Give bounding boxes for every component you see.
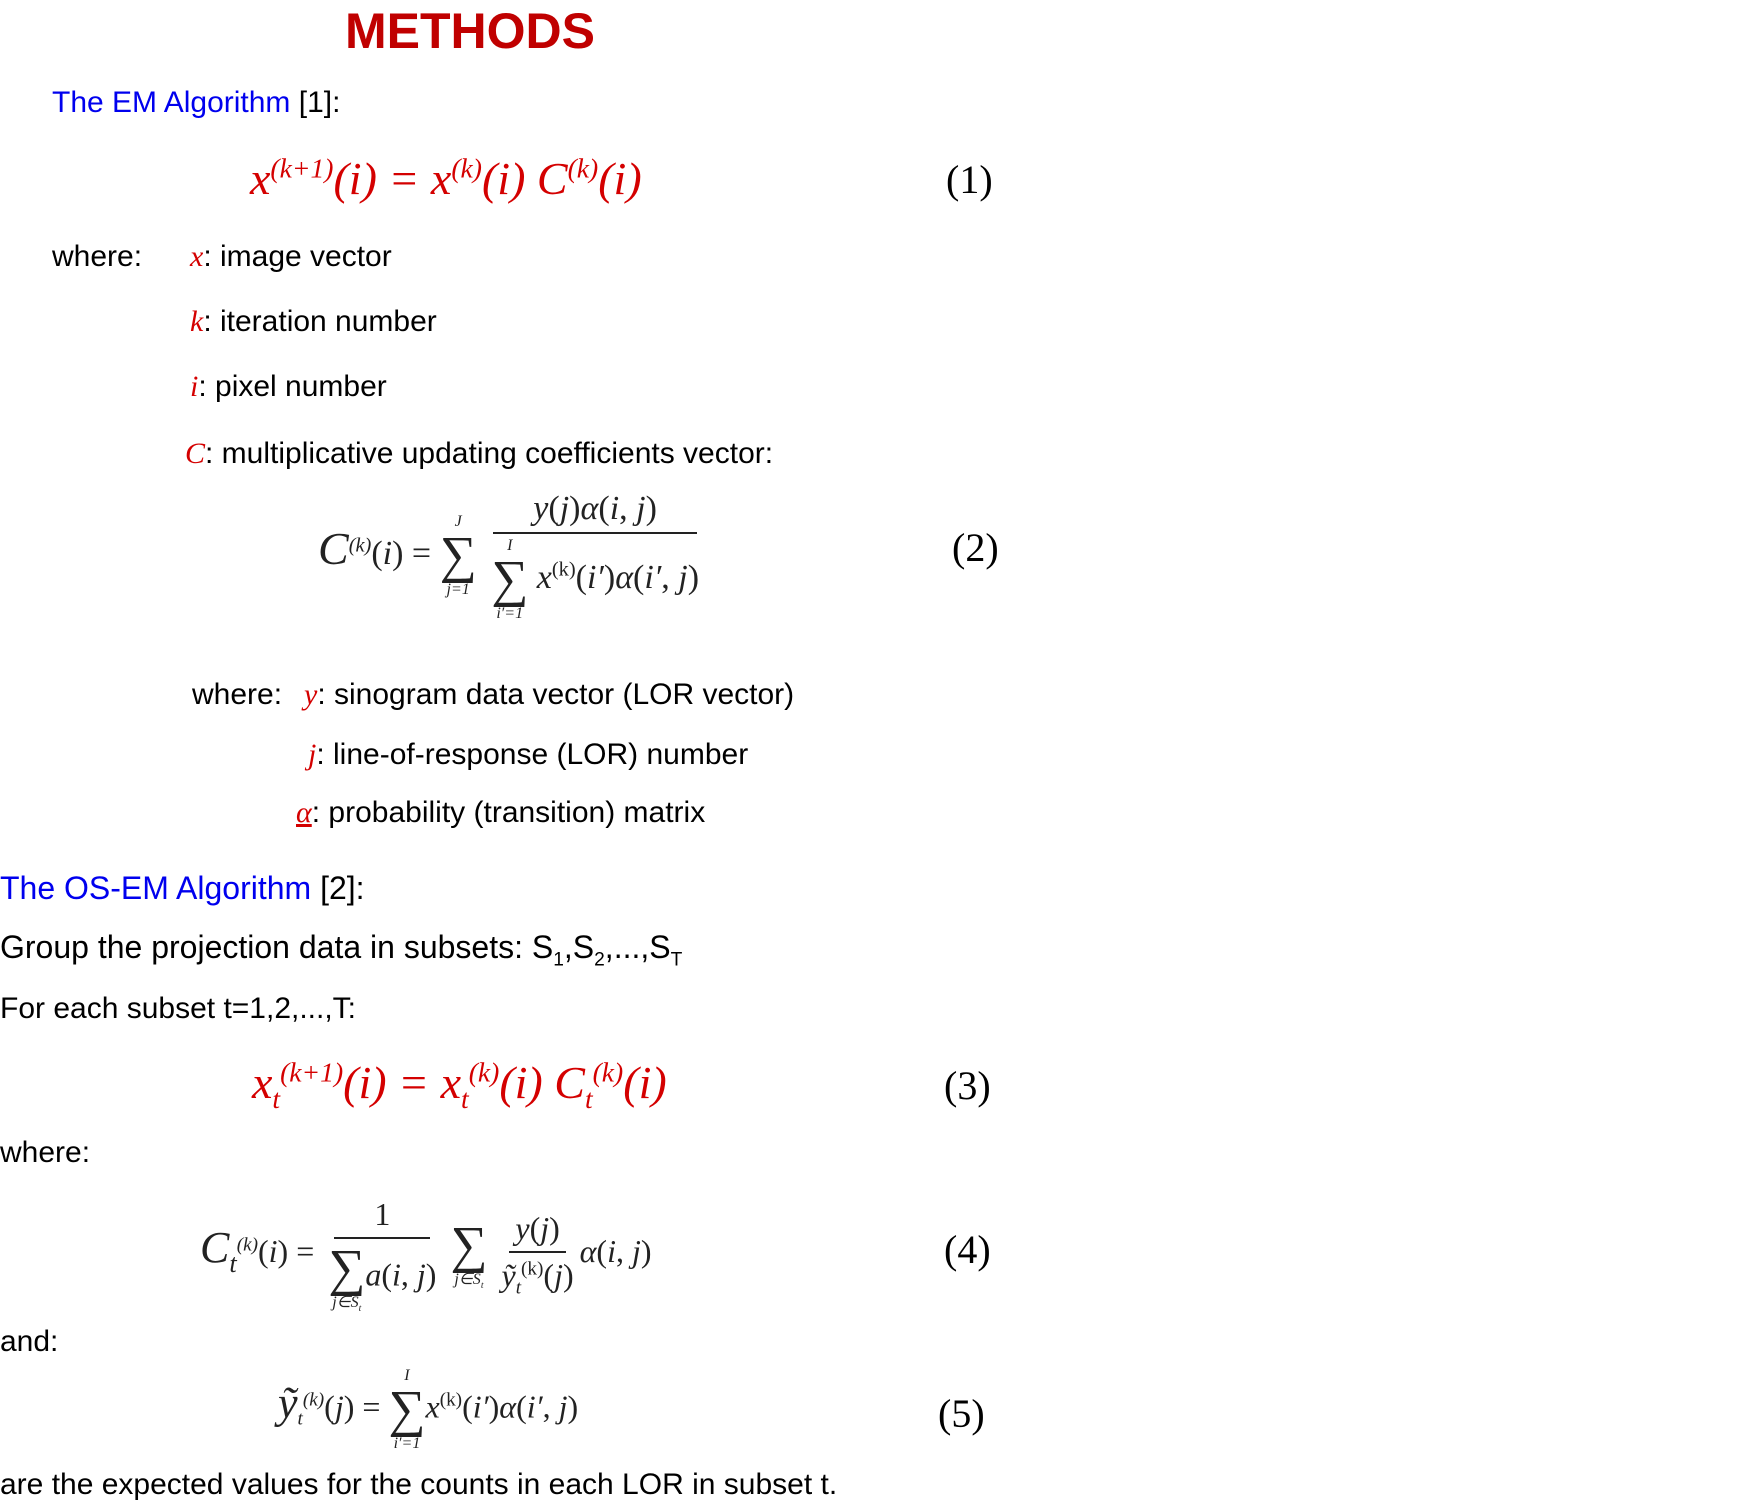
def-text: : image vector	[203, 240, 392, 273]
def-symbol: i	[190, 370, 199, 403]
subset-1: 1	[553, 949, 564, 971]
sum-over-j: J ∑ j=1	[439, 513, 477, 598]
em-heading	[52, 86, 340, 120]
def-text: : pixel number	[198, 370, 387, 403]
def-symbol: j	[308, 738, 317, 771]
def-symbol: α	[296, 796, 312, 829]
def-text: : multiplicative updating coefficients vector:	[205, 437, 774, 470]
equation-3-number: (3)	[944, 1063, 991, 1108]
def-text: : line-of-response (LOR) number	[316, 738, 749, 771]
def-coefficients-vector	[185, 437, 773, 471]
fraction-4a: 1 ∑ $j\in S_t$ a(i, j)	[328, 1196, 437, 1315]
def-text: : iteration number	[203, 305, 437, 338]
osem-heading-label: The OS-EM Algorithm	[0, 870, 312, 906]
em-heading-label: The EM Algorithm	[52, 86, 291, 119]
osem-heading	[0, 870, 365, 907]
group-label: Group the projection data in subsets: S	[0, 929, 554, 965]
def-symbol: k	[190, 305, 204, 338]
equation-3: $x_t^{(k+1)}(i) = x_t^{(k)}(i)$ $C_t^{(k)}(i)$	[252, 1056, 667, 1115]
fraction-4b: $\frac{y(j)}{ỹ_t^{(k)}(j)}$	[501, 1210, 574, 1299]
def-probability-matrix	[296, 796, 705, 830]
equation-4-number: (4)	[944, 1227, 991, 1272]
and-label: and:	[0, 1325, 59, 1358]
def-pixel-number	[190, 370, 387, 404]
def-iteration-number	[190, 305, 437, 339]
subset-2: 2	[594, 949, 605, 971]
where-label-2: where:	[192, 678, 283, 711]
footer-text: are the expected values for the counts in each LOR in subset t.	[0, 1468, 838, 1501]
equation-5-number: (5)	[938, 1391, 985, 1436]
equation-2-number: (2)	[952, 525, 999, 570]
def-symbol: x	[190, 240, 204, 273]
where-label-3: where:	[0, 1136, 91, 1169]
where-label: where:	[52, 240, 143, 273]
def-sinogram-vector	[304, 678, 794, 712]
def-symbol: y	[304, 678, 318, 711]
group-subsets-text	[0, 929, 682, 971]
for-each-subset-text: For each subset t=1,2,...,T:	[0, 992, 357, 1025]
equation-2: $C^{(k)}(i)$ = J ∑ j=1 y(j)α(i, j) I ∑ i′=1 $x^{(k)}(i')\alpha(i'$, j)	[318, 490, 705, 622]
equation-5: ỹ$_t^{(k)}$(j) = I ∑ i′=1 $x^{(k)}(i')\alpha(i'$, j)	[278, 1367, 579, 1452]
page-title: METHODS	[345, 3, 595, 59]
def-lor-number	[308, 738, 748, 772]
osem-heading-ref: [2]:	[311, 870, 365, 906]
em-heading-ref: [1]:	[290, 86, 341, 119]
equation-1-number: (1)	[946, 157, 993, 202]
equation-1: $x^{(k+1)}(i) = x^{(k)}(i)$ $C^{(k)}(i)$	[250, 152, 642, 204]
subset-t-prefix: ,...,S	[604, 929, 671, 965]
def-text: : sinogram data vector (LOR vector)	[317, 678, 795, 711]
fraction: y(j)α(i, j) I ∑ i′=1 $x^{(k)}(i')\alpha(i'$, j)	[491, 490, 700, 622]
def-text: : probability (transition) matrix	[311, 796, 706, 829]
subset-2-prefix: ,S	[563, 929, 595, 965]
def-image-vector	[190, 240, 392, 274]
subset-t: T	[670, 949, 683, 971]
sum-over-i: I ∑ i′=1	[388, 1367, 426, 1452]
sum-over-subset: ∑ $j\in S_t$	[450, 1216, 488, 1291]
equation-4: $C_t^{(k)}(i)$ = 1 ∑ $j\in S_t$ a(i, j) ∑ $j\in S_t$ $\frac{y(j)}{ỹ_t^{(k)}(j)}$ α(i, j)	[200, 1196, 652, 1315]
def-symbol: C	[185, 437, 206, 470]
